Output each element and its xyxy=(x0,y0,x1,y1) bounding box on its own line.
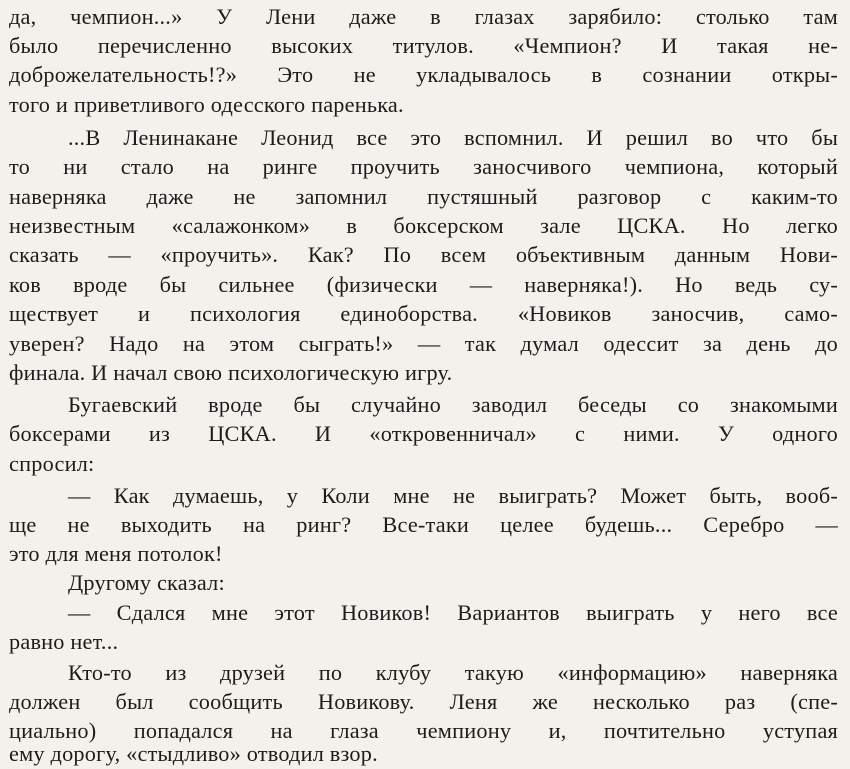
text-line: доброжелательность!?» Это не укладывалось в сознании откры- xyxy=(9,62,838,87)
text-line: циально) попадался на глаза чемпиону и, почтительно уступая xyxy=(9,718,838,743)
text-line: ему дорогу, «стыдливо» отводил взор. xyxy=(9,741,378,766)
text-line: да, чемпион...» У Лени даже в глазах зарябило: столько там xyxy=(9,4,838,29)
text-line: ществует и психология единоборства. «Новиков заносчив, само- xyxy=(9,301,838,326)
text-line: Кто-то из друзей по клубу такую «информацию» наверняка xyxy=(68,660,838,685)
text-line: было перечисленно высоких титулов. «Чемпион? И такая не- xyxy=(9,33,838,58)
text-line: равно нет... xyxy=(9,629,119,654)
text-line: ще не выходить на ринг? Все-таки целее будешь... Серебро — xyxy=(9,512,838,537)
text-line: Другому сказал: xyxy=(68,570,225,595)
text-line: — Сдался мне этот Новиков! Вариантов выиграть у него все xyxy=(68,600,838,625)
text-line: сказать — «проучить». Как? По всем объективным данным Нови- xyxy=(9,242,838,267)
text-line: Бугаевский вроде бы случайно заводил беседы со знакомыми xyxy=(68,392,838,417)
text-line: то ни стало на ринге проучить заносчивого чемпиона, который xyxy=(9,154,838,179)
text-line: неизвестным «салажонком» в боксерском зале ЦСКА. Но легко xyxy=(9,213,838,238)
text-line: это для меня потолок! xyxy=(9,541,223,566)
text-line: уверен? Надо на этом сыграть!» — так думал одессит за день до xyxy=(9,331,838,356)
text-line: должен был сообщить Новикову. Леня же несколько раз (спе- xyxy=(9,689,838,714)
text-line: — Как думаешь, у Коли мне не выиграть? Может быть, вооб- xyxy=(68,483,838,508)
text-line: финала. И начал свою психологическую игру. xyxy=(9,360,453,385)
text-line: ков вроде бы сильнее (физически — наверняка!). Но ведь су- xyxy=(9,272,838,297)
text-line: того и приветливого одесского паренька. xyxy=(9,92,404,117)
text-line: наверняка даже не запомнил пустяшный разговор с каким-то xyxy=(9,184,838,209)
text-line: боксерами из ЦСКА. И «откровенничал» с ними. У одного xyxy=(9,421,838,446)
text-line: ...В Ленинакане Леонид все это вспомнил. И решил во что бы xyxy=(68,125,838,150)
text-line: спросил: xyxy=(9,451,95,476)
